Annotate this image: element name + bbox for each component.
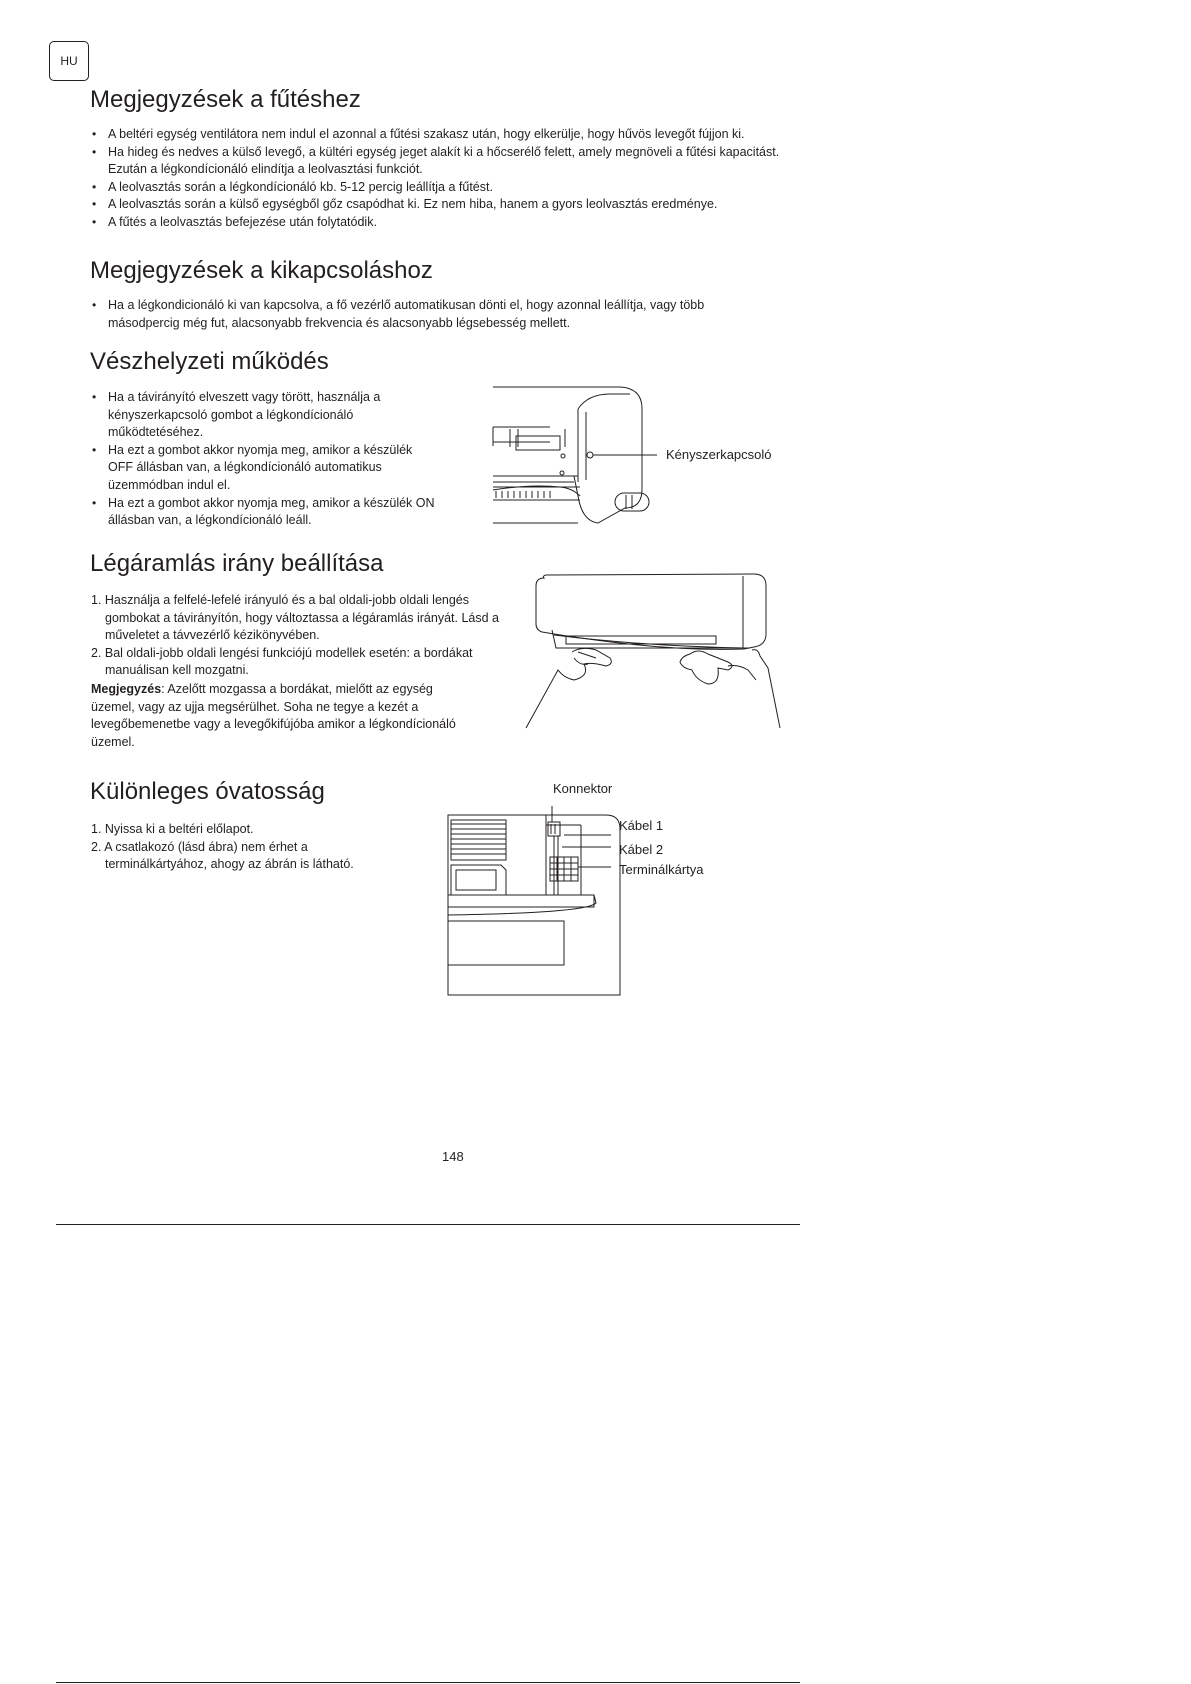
emergency-switch-label: Kényszerkapcsoló [666, 447, 772, 462]
list-item: 2. A csatlakozó (lásd ábra) nem érhet a terminálkártyához, ahogy az ábrán is látható. [91, 839, 354, 872]
list-item: • Ha ezt a gombot akkor nyomja meg, amikor a készülék OFF állásban van, a légkondícionáló automatikus üzemmódban indul el. [91, 442, 436, 495]
heading-special-caution: Különleges óvatosság [90, 778, 325, 805]
heating-notes-list [91, 126, 791, 232]
list-item: 2. Bal oldali-jobb oldali lengési funkciójú modellek esetén: a bordákat manuálisan kell mozgatni. [91, 645, 473, 678]
list-item: • A leolvasztás során a légkondícionáló kb. 5-12 percig leállítja a fűtést. [91, 179, 791, 197]
list-item: • Ha a légkondicionáló ki van kapcsolva, a fő vezérlő automatikusan dönti el, hogy azonnal leállítja, vagy több másodpercig még fut, alacsonyabb frekvencia és alacsonyabb légsebesség mellett. [91, 297, 766, 332]
shutdown-notes-list [91, 297, 766, 332]
emergency-list [91, 389, 436, 530]
list-item: 1. Használja a felfelé-lefelé irányuló és a bal oldali-jobb oldali lengés gombokat a távirányítón, hogy változtassa a légáramlás irányát. Lásd a műveletet a távvezérlő kézikönyvében. [91, 593, 499, 643]
note-text: : Azelőtt mozgassa a bordákat, mielőtt az egység üzemel, vagy az ujja megsérülhet. Soha ne tegye a kezét a levegőbemenetbe vagy a levegőkifújóba amikor a légkondícionáló üzemel. [91, 682, 456, 749]
terminal-board-label: Terminálkártya [619, 862, 704, 877]
connector-label: Konnektor [553, 781, 613, 796]
language-badge: HU [49, 41, 89, 81]
caution-steps [91, 821, 391, 874]
list-item: • A beltéri egység ventilátora nem indul el azonnal a fűtési szakasz után, hogy elkerülje, hogy hűvös levegőt fújjon ki. [91, 126, 791, 144]
heading-shutdown-notes: Megjegyzések a kikapcsoláshoz [90, 257, 433, 284]
heading-heating-notes: Megjegyzések a fűtéshez [90, 86, 361, 113]
heading-emergency-operation: Vészhelyzeti működés [90, 348, 329, 375]
list-item: • Ha hideg és nedves a külső levegő, a kültéri egység jeget alakít ki a hőcserélő felett, amely megnöveli a fűtési kapacitást. Ezután a légkondícionáló elindítja a leolvasztási funkciót. [91, 144, 791, 179]
list-item: • Ha a távirányító elveszett vagy törött, használja a kényszerkapcsoló gombot a légkondícionáló működtetéséhez. [91, 389, 436, 442]
manual-louver-adjustment-figure [522, 572, 780, 734]
list-item: 1. Nyissa ki a beltéri előlapot. [91, 822, 254, 836]
cable1-label: Kábel 1 [619, 818, 664, 833]
list-item: • A leolvasztás során a külső egységből gőz csapódhat ki. Ez nem hiba, hanem a gyors leolvasztás eredménye. [91, 196, 791, 214]
page-divider [56, 1224, 800, 1225]
note-label: Megjegyzés [91, 682, 162, 696]
list-item: • A fűtés a leolvasztás befejezése után folytatódik. [91, 214, 791, 232]
page-number: 148 [442, 1149, 464, 1164]
cable2-label: Kábel 2 [619, 842, 664, 857]
airflow-steps [91, 592, 501, 680]
heading-airflow-direction: Légáramlás irány beállítása [90, 550, 384, 577]
terminal-board-connector-figure [446, 795, 626, 1000]
indoor-unit-emergency-switch-figure [490, 384, 660, 526]
page-bottom-divider [56, 1682, 800, 1683]
list-item: • Ha ezt a gombot akkor nyomja meg, amikor a készülék ON állásban van, a légkondícionáló leáll. [91, 495, 436, 530]
airflow-note [91, 681, 476, 751]
